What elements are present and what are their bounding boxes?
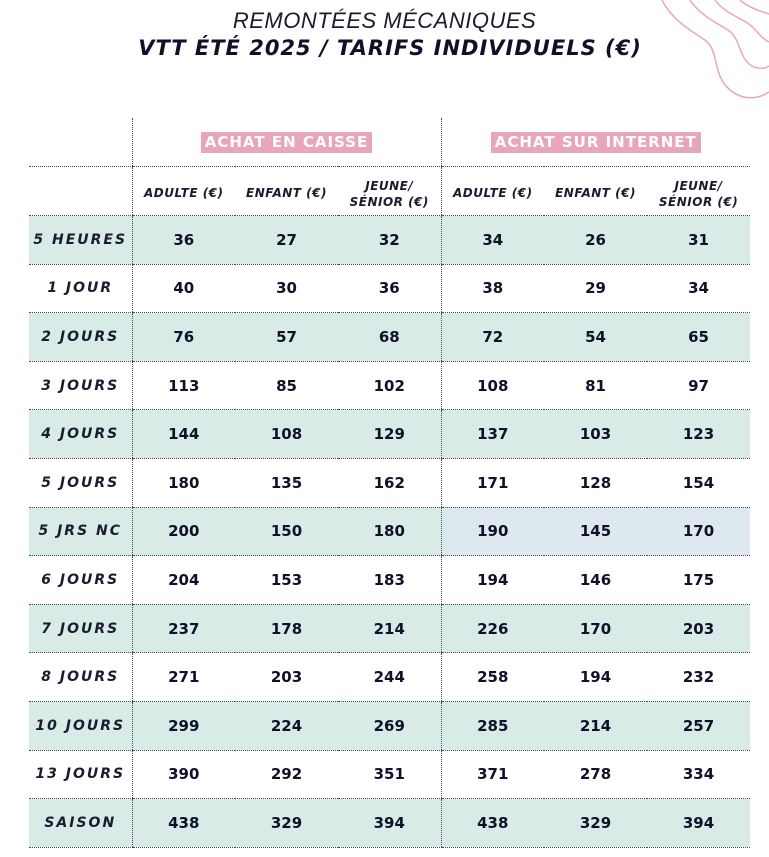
column-header-line: ADULTE (€) [453,185,533,200]
table-row [29,701,750,750]
table-row [29,216,750,265]
price-cell: 390 [132,750,235,799]
price-cell: 40 [132,264,235,313]
price-cell: 175 [647,556,750,605]
column-header-line: ADULTE (€) [143,185,224,200]
table-row [29,799,750,848]
column-header-text [246,185,327,201]
row-label: 2 JOURS [29,313,132,362]
price-cell: 232 [647,653,750,702]
page-title: REMONTÉES MÉCANIQUES [232,8,537,33]
price-cell: 76 [132,313,235,362]
price-cell: 26 [544,216,647,265]
price-cell: 36 [132,216,235,265]
column-header-line: ENFANT (€) [246,185,327,200]
column-header-text [555,185,636,201]
price-cell: 170 [647,507,750,556]
price-cell: 97 [647,361,750,410]
price-cell: 38 [441,264,544,313]
group-badge-caisse: ACHAT EN CAISSE [201,132,372,153]
column-header-line: SÉNIOR (€) [349,195,429,209]
price-table [29,118,750,848]
price-cell: 108 [441,361,544,410]
price-cell: 394 [338,799,441,848]
price-cell: 171 [441,458,544,507]
price-cell: 438 [132,799,235,848]
price-cell: 31 [647,216,750,265]
group-header-row [29,118,750,167]
group-header-caisse [132,118,441,167]
price-cell: 438 [441,799,544,848]
price-cell: 123 [647,410,750,459]
price-cell: 226 [441,604,544,653]
price-cell: 269 [338,701,441,750]
table-row [29,458,750,507]
row-label: 4 JOURS [29,410,132,459]
column-header-line: JEUNE/ [365,179,414,193]
row-label: 7 JOURS [29,604,132,653]
column-header-row [29,167,750,216]
price-cell: 183 [338,556,441,605]
price-cell: 29 [544,264,647,313]
price-cell: 153 [235,556,338,605]
column-header-line: SÉNIOR (€) [658,195,739,209]
price-cell: 81 [544,361,647,410]
price-cell: 154 [647,458,750,507]
price-cell: 34 [647,264,750,313]
table-row [29,264,750,313]
row-label: 13 JOURS [29,750,132,799]
price-cell: 204 [132,556,235,605]
corner-cell [29,118,132,167]
column-header [544,167,647,216]
group-header-internet [441,118,750,167]
table-row [29,313,750,362]
price-cell: 203 [235,653,338,702]
price-cell: 65 [647,313,750,362]
price-cell: 203 [647,604,750,653]
price-cell: 27 [235,216,338,265]
price-cell: 180 [132,458,235,507]
corner-cell [29,167,132,216]
price-cell: 113 [132,361,235,410]
column-header-line: JEUNE/ [674,179,723,193]
column-header-text [453,185,533,201]
price-cell: 214 [338,604,441,653]
column-header [441,167,544,216]
column-header-text [144,185,224,201]
row-label: 8 JOURS [29,653,132,702]
price-cell: 32 [338,216,441,265]
price-cell: 30 [235,264,338,313]
price-cell: 258 [441,653,544,702]
price-cell: 278 [544,750,647,799]
price-cell: 129 [338,410,441,459]
price-cell: 200 [132,507,235,556]
row-label: 3 JOURS [29,361,132,410]
price-cell: 68 [338,313,441,362]
price-cell: 271 [132,653,235,702]
price-cell: 150 [235,507,338,556]
price-cell: 54 [544,313,647,362]
price-cell: 257 [647,701,750,750]
column-header-text [350,172,429,210]
column-header-line: ENFANT (€) [555,185,636,200]
price-cell: 72 [441,313,544,362]
price-cell: 292 [235,750,338,799]
price-cell: 57 [235,313,338,362]
price-cell: 180 [338,507,441,556]
table-row [29,556,750,605]
row-label: SAISON [29,799,132,848]
price-cell: 237 [132,604,235,653]
price-cell: 190 [441,507,544,556]
table-row [29,653,750,702]
price-cell: 329 [544,799,647,848]
price-cell: 371 [441,750,544,799]
price-cell: 162 [338,458,441,507]
table-row [29,750,750,799]
price-cell: 102 [338,361,441,410]
page-subtitle: VTT ÉTÉ 2025 / TARIFS INDIVIDUELS (€) [138,36,642,60]
price-cell: 214 [544,701,647,750]
price-cell: 178 [235,604,338,653]
price-cell: 128 [544,458,647,507]
price-cell: 170 [544,604,647,653]
price-cell: 108 [235,410,338,459]
price-cell: 329 [235,799,338,848]
price-cell: 194 [544,653,647,702]
row-label: 5 HEURES [29,216,132,265]
price-cell: 394 [647,799,750,848]
row-label: 1 JOUR [29,264,132,313]
price-cell: 285 [441,701,544,750]
price-cell: 85 [235,361,338,410]
table-row [29,361,750,410]
price-cell: 135 [235,458,338,507]
price-cell: 194 [441,556,544,605]
price-cell: 145 [544,507,647,556]
row-label: 10 JOURS [29,701,132,750]
price-cell: 103 [544,410,647,459]
table-row [29,410,750,459]
column-header [647,167,750,216]
price-cell: 224 [235,701,338,750]
column-header-text [659,172,738,210]
price-cell: 144 [132,410,235,459]
row-label: 5 JRS NC [29,507,132,556]
price-cell: 351 [338,750,441,799]
price-cell: 299 [132,701,235,750]
column-header [235,167,338,216]
column-header [338,167,441,216]
row-label: 6 JOURS [29,556,132,605]
table-row [29,507,750,556]
price-cell: 244 [338,653,441,702]
group-badge-internet: ACHAT SUR INTERNET [491,132,701,153]
column-header [132,167,235,216]
price-cell: 137 [441,410,544,459]
price-cell: 36 [338,264,441,313]
price-cell: 334 [647,750,750,799]
table-row [29,604,750,653]
row-label: 5 JOURS [29,458,132,507]
price-cell: 34 [441,216,544,265]
price-cell: 146 [544,556,647,605]
